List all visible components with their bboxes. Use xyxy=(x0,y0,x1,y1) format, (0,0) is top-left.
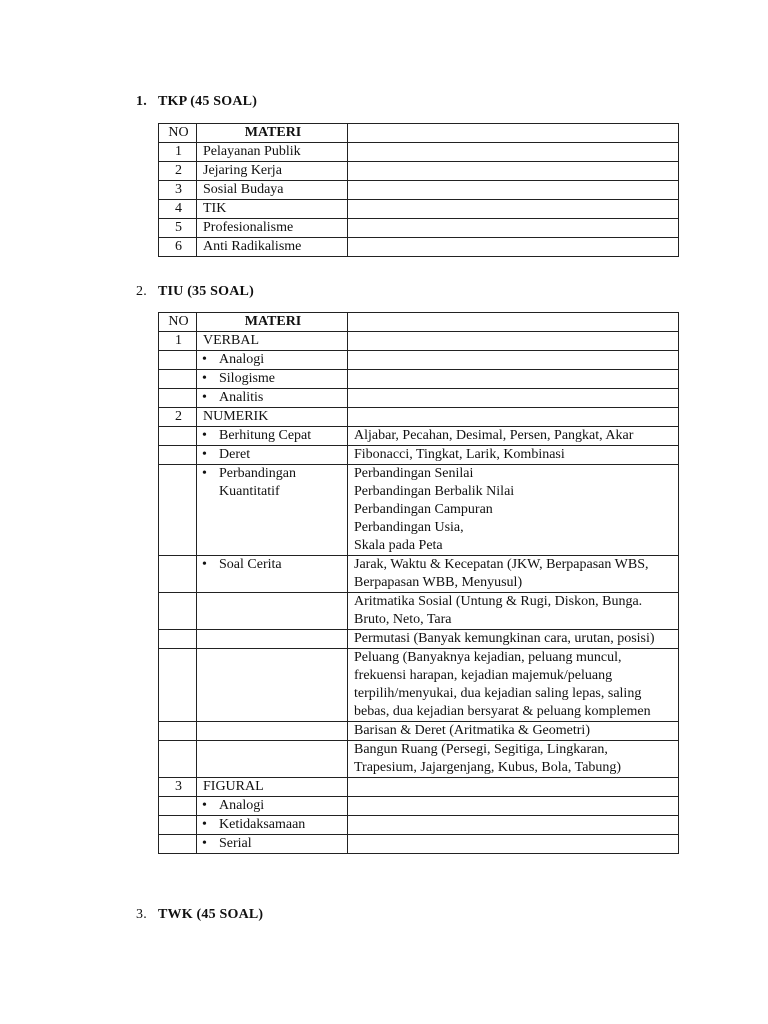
table-row xyxy=(159,238,679,257)
row-no xyxy=(159,797,197,816)
section-title: TIU (35 SOAL) xyxy=(158,284,254,299)
row-extra xyxy=(348,162,679,181)
bullet-item: • Analogi xyxy=(197,797,348,816)
row-extra xyxy=(348,238,679,257)
row-detail: Perbandingan Senilai Perbandingan Berbalik Nilai Perbandingan Campuran Perbandingan Usia, Skala pada Peta xyxy=(348,465,679,556)
bullet-item: • Perbandingan Kuantitatif xyxy=(197,465,348,556)
table-row xyxy=(159,389,679,408)
row-materi: Profesionalisme xyxy=(197,219,348,238)
row-materi: TIK xyxy=(197,200,348,219)
table-row xyxy=(159,556,679,593)
row-no xyxy=(159,649,197,722)
table-row xyxy=(159,835,679,854)
row-no xyxy=(159,556,197,593)
table-row xyxy=(159,649,679,722)
section-title: TKP (45 SOAL) xyxy=(158,94,258,109)
section-heading-tiu xyxy=(136,284,254,300)
row-materi xyxy=(197,722,348,741)
table-row xyxy=(159,219,679,238)
row-materi: Sosial Budaya xyxy=(197,181,348,200)
bullet-item: • Analitis xyxy=(197,389,348,408)
table-header-row xyxy=(159,313,679,332)
table-row xyxy=(159,630,679,649)
header-no: NO xyxy=(159,313,197,332)
bullet-item: • Soal Cerita xyxy=(197,556,348,593)
table-row xyxy=(159,797,679,816)
table-row xyxy=(159,370,679,389)
row-extra xyxy=(348,816,679,835)
category-label: VERBAL xyxy=(197,332,348,351)
row-materi xyxy=(197,630,348,649)
bullet-item: • Deret xyxy=(197,446,348,465)
row-detail: Barisan & Deret (Aritmatika & Geometri) xyxy=(348,722,679,741)
bullet-item: • Ketidaksamaan xyxy=(197,816,348,835)
row-materi: Anti Radikalisme xyxy=(197,238,348,257)
section-number: 3. xyxy=(136,907,147,922)
row-extra xyxy=(348,200,679,219)
row-no xyxy=(159,370,197,389)
table-row xyxy=(159,351,679,370)
bullet-item: • Silogisme xyxy=(197,370,348,389)
bullet-item: • Berhitung Cepat xyxy=(197,427,348,446)
tiu-table xyxy=(158,312,679,854)
row-materi xyxy=(197,741,348,778)
row-detail: Fibonacci, Tingkat, Larik, Kombinasi xyxy=(348,446,679,465)
category-label: NUMERIK xyxy=(197,408,348,427)
table-row xyxy=(159,162,679,181)
row-extra xyxy=(348,332,679,351)
bullet-item: • Serial xyxy=(197,835,348,854)
section-heading-twk xyxy=(136,907,263,923)
table-row xyxy=(159,200,679,219)
row-extra xyxy=(348,389,679,408)
row-no xyxy=(159,722,197,741)
row-extra xyxy=(348,408,679,427)
header-materi: MATERI xyxy=(197,313,348,332)
section-number: 1. xyxy=(136,94,147,109)
row-no: 4 xyxy=(159,200,197,219)
table-row xyxy=(159,741,679,778)
row-no: 6 xyxy=(159,238,197,257)
row-extra xyxy=(348,143,679,162)
row-detail: Permutasi (Banyak kemungkinan cara, urutan, posisi) xyxy=(348,630,679,649)
row-no xyxy=(159,351,197,370)
row-no xyxy=(159,427,197,446)
row-extra xyxy=(348,219,679,238)
row-detail: Aritmatika Sosial (Untung & Rugi, Diskon, Bunga. Bruto, Neto, Tara xyxy=(348,593,679,630)
table-row-category xyxy=(159,332,679,351)
table-row xyxy=(159,427,679,446)
row-detail: Bangun Ruang (Persegi, Segitiga, Lingkaran, Trapesium, Jajargenjang, Kubus, Bola, Tabung) xyxy=(348,741,679,778)
table-row xyxy=(159,593,679,630)
row-materi: Jejaring Kerja xyxy=(197,162,348,181)
row-materi: Pelayanan Publik xyxy=(197,143,348,162)
table-row-category xyxy=(159,408,679,427)
row-extra xyxy=(348,181,679,200)
row-no: 3 xyxy=(159,181,197,200)
row-extra xyxy=(348,835,679,854)
table-row xyxy=(159,465,679,556)
row-no: 1 xyxy=(159,143,197,162)
section-title: TWK (45 SOAL) xyxy=(158,907,264,922)
row-no: 5 xyxy=(159,219,197,238)
row-extra xyxy=(348,370,679,389)
tkp-table xyxy=(158,123,679,257)
row-materi xyxy=(197,649,348,722)
category-label: FIGURAL xyxy=(197,778,348,797)
row-materi xyxy=(197,593,348,630)
row-no xyxy=(159,816,197,835)
row-no xyxy=(159,389,197,408)
row-extra xyxy=(348,797,679,816)
bullet-item: • Analogi xyxy=(197,351,348,370)
row-no xyxy=(159,465,197,556)
row-no xyxy=(159,630,197,649)
section-number: 2. xyxy=(136,284,147,299)
header-no: NO xyxy=(159,124,197,143)
table-row xyxy=(159,722,679,741)
row-detail: Jarak, Waktu & Kecepatan (JKW, Berpapasan WBS, Berpapasan WBB, Menyusul) xyxy=(348,556,679,593)
row-no xyxy=(159,593,197,630)
row-detail: Aljabar, Pecahan, Desimal, Persen, Pangkat, Akar xyxy=(348,427,679,446)
row-no: 1 xyxy=(159,332,197,351)
section-heading-tkp xyxy=(136,94,257,110)
table-row xyxy=(159,181,679,200)
row-no xyxy=(159,835,197,854)
header-extra xyxy=(348,124,679,143)
row-extra xyxy=(348,778,679,797)
table-row-category xyxy=(159,778,679,797)
row-extra xyxy=(348,351,679,370)
table-row xyxy=(159,816,679,835)
header-extra xyxy=(348,313,679,332)
table-header-row xyxy=(159,124,679,143)
row-no xyxy=(159,741,197,778)
row-no xyxy=(159,446,197,465)
row-detail: Peluang (Banyaknya kejadian, peluang muncul, frekuensi harapan, kejadian majemuk/peluang terpilih/menyukai, dua kejadian saling lepas, saling bebas, dua kejadian bersyarat & peluang komplemen xyxy=(348,649,679,722)
row-no: 2 xyxy=(159,162,197,181)
table-row xyxy=(159,143,679,162)
header-materi: MATERI xyxy=(197,124,348,143)
row-no: 2 xyxy=(159,408,197,427)
row-no: 3 xyxy=(159,778,197,797)
table-row xyxy=(159,446,679,465)
